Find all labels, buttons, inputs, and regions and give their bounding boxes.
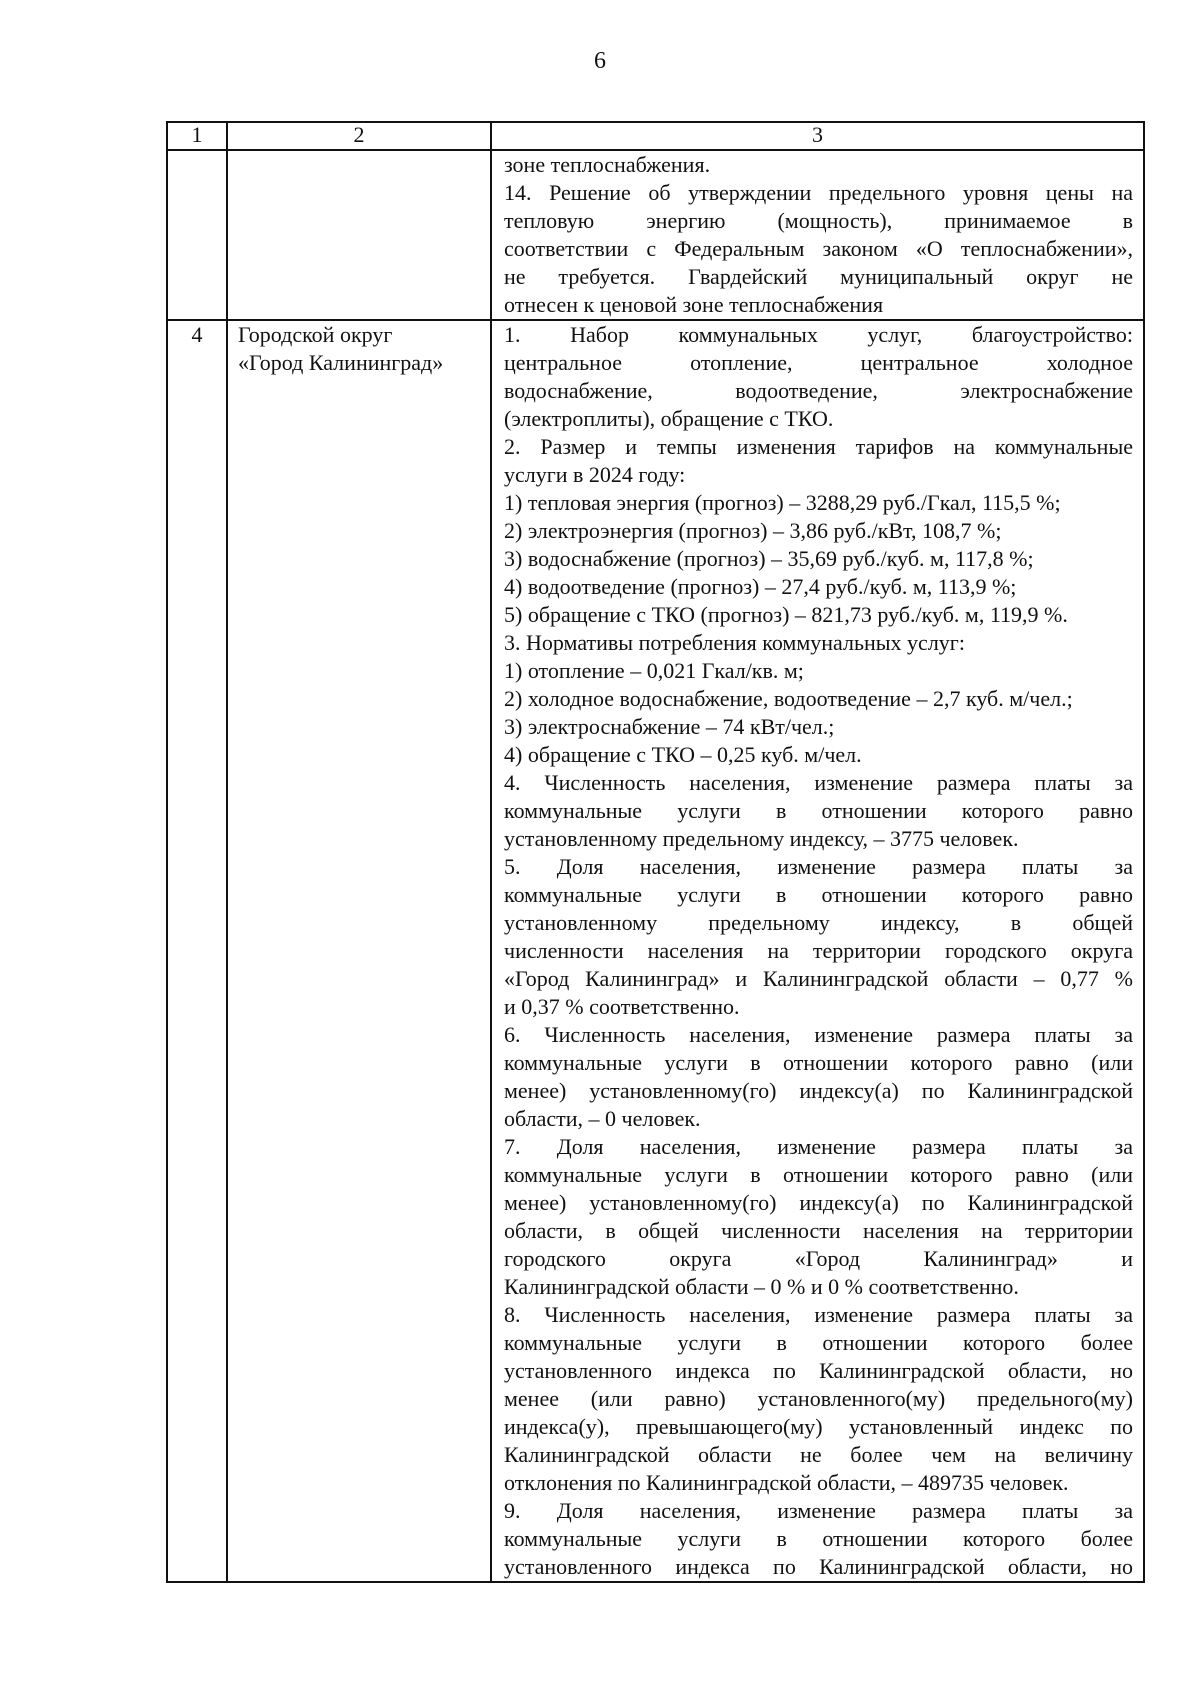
- description-line: индекса(у), превышающего(му) установленный индекс по: [504, 1414, 1133, 1439]
- table-row: [167, 150, 1144, 320]
- description-line: 5) обращение с ТКО (прогноз) – 821,73 руб./куб. м, 119,9 %.: [504, 602, 1068, 627]
- description-line: коммунальные услуги в отношении которого равно: [504, 882, 1133, 907]
- description-line: отклонения по Калининградской области, – 489735 человек.: [504, 1470, 1069, 1495]
- description-line: 3) электроснабжение – 74 кВт/чел.;: [504, 714, 835, 739]
- description-line: тепловую энергию (мощность), принимаемое в: [504, 208, 1133, 233]
- description-line: установленного индекса по Калининградской области, но: [504, 1358, 1133, 1383]
- description-line: 3. Нормативы потребления коммунальных услуг:: [504, 630, 965, 655]
- description-line: 2) холодное водоснабжение, водоотведение – 2,7 куб. м/чел.;: [504, 686, 1073, 711]
- description-line: 8. Численность населения, изменение размера платы за: [504, 1302, 1133, 1327]
- description-line: центральное отопление, центральное холодное: [504, 350, 1133, 375]
- description-line: коммунальные услуги в отношении которого равно: [504, 798, 1133, 823]
- description-line: городского округа «Город Калининград» и: [504, 1246, 1133, 1271]
- description-line: и 0,37 % соответственно.: [504, 994, 740, 1019]
- row-number: [167, 150, 227, 320]
- description-line: установленного индекса по Калининградской области, но: [504, 1554, 1133, 1579]
- description-line: 4) обращение с ТКО – 0,25 куб. м/чел.: [504, 742, 862, 767]
- description-line: 2. Размер и темпы изменения тарифов на коммунальные: [504, 434, 1133, 459]
- description-line: менее (или равно) установленного(му) предельного(му): [504, 1386, 1133, 1411]
- description-line: 2) электроэнергия (прогноз) – 3,86 руб./кВт, 108,7 %;: [504, 518, 1002, 543]
- description-line: области, в общей численности населения на территории: [504, 1218, 1133, 1243]
- description-line: Калининградской области – 0 % и 0 % соответственно.: [504, 1274, 1019, 1299]
- description-line: менее) установленному(го) индексу(а) по Калининградской: [504, 1078, 1133, 1103]
- description-line: коммунальные услуги в отношении которого равно (или: [504, 1162, 1133, 1187]
- description-line: 4. Численность населения, изменение размера платы за: [504, 770, 1133, 795]
- municipality-name-line: «Город Калининград»: [238, 350, 444, 375]
- description-line: 7. Доля населения, изменение размера платы за: [504, 1134, 1133, 1159]
- description-line: Калининградской области не более чем на величину: [504, 1442, 1133, 1467]
- description-line: зоне теплоснабжения.: [504, 152, 711, 177]
- page-number: 6: [594, 48, 606, 74]
- column-header: 3: [491, 122, 1144, 150]
- description-line: коммунальные услуги в отношении которого равно (или: [504, 1050, 1133, 1075]
- description-line: 1) отопление – 0,021 Гкал/кв. м;: [504, 658, 804, 683]
- description-line: 3) водоснабжение (прогноз) – 35,69 руб./куб. м, 117,8 %;: [504, 546, 1034, 571]
- description-line: установленному предельному индексу, в общей: [504, 910, 1133, 935]
- description-line: 1. Набор коммунальных услуг, благоустройство:: [504, 322, 1133, 347]
- description-line: 4) водоотведение (прогноз) – 27,4 руб./куб. м, 113,9 %;: [504, 574, 1017, 599]
- municipality-name: [227, 150, 491, 320]
- description-cell: [491, 320, 1144, 1582]
- description-line: 9. Доля населения, изменение размера платы за: [504, 1498, 1133, 1523]
- column-header: 2: [227, 122, 491, 150]
- tariff-table: [166, 121, 1145, 1583]
- description-line: «Город Калининград» и Калининградской области – 0,77 %: [504, 966, 1133, 991]
- description-line: коммунальные услуги в отношении которого более: [504, 1526, 1133, 1551]
- description-line: установленному предельному индексу, – 3775 человек.: [504, 826, 1019, 851]
- row-number: 4: [167, 320, 227, 1582]
- description-line: услуги в 2024 году:: [504, 462, 686, 487]
- description-line: области, – 0 человек.: [504, 1106, 701, 1131]
- description-line: 14. Решение об утверждении предельного уровня цены на: [504, 180, 1133, 205]
- description-line: 6. Численность населения, изменение размера платы за: [504, 1022, 1133, 1047]
- description-line: отнесен к ценовой зоне теплоснабжения: [504, 292, 884, 317]
- municipality-name: [227, 320, 491, 1582]
- municipality-name-line: Городской округ: [238, 322, 393, 347]
- description-line: коммунальные услуги в отношении которого более: [504, 1330, 1133, 1355]
- description-line: 1) тепловая энергия (прогноз) – 3288,29 руб./Гкал, 115,5 %;: [504, 490, 1061, 515]
- description-cell: [491, 150, 1144, 320]
- description-line: численности населения на территории городского округа: [504, 938, 1133, 963]
- table-header-row: [167, 122, 1144, 150]
- table-row: [167, 320, 1144, 1582]
- column-header: 1: [167, 122, 227, 150]
- description-line: соответствии с Федеральным законом «О теплоснабжении»,: [504, 236, 1133, 261]
- description-line: водоснабжение, водоотведение, электроснабжение: [504, 378, 1133, 403]
- description-line: (электроплиты), обращение с ТКО.: [504, 406, 834, 431]
- description-line: не требуется. Гвардейский муниципальный округ не: [504, 264, 1133, 289]
- description-line: менее) установленному(го) индексу(а) по Калининградской: [504, 1190, 1133, 1215]
- description-line: 5. Доля населения, изменение размера платы за: [504, 854, 1133, 879]
